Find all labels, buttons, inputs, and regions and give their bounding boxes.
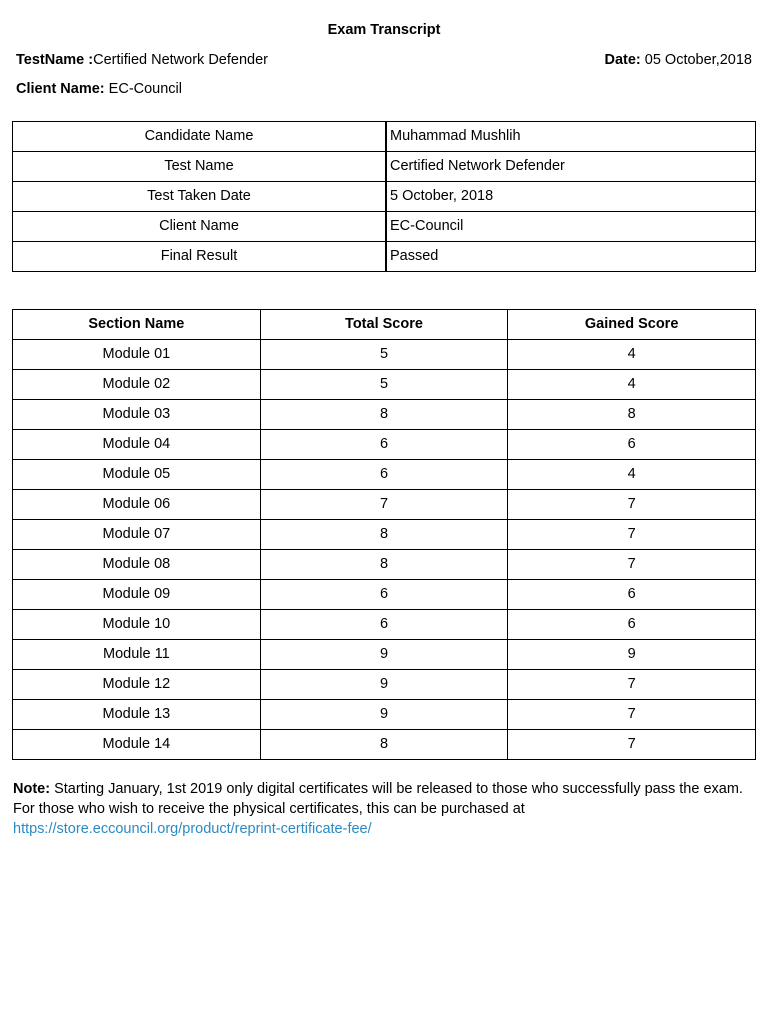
test-name-line bbox=[16, 52, 268, 68]
table-row bbox=[13, 670, 756, 700]
section-score-table bbox=[12, 309, 756, 760]
total-score-cell: 8 bbox=[260, 550, 508, 580]
reprint-certificate-link[interactable]: https://store.eccouncil.org/product/reprint-certificate-fee/ bbox=[13, 821, 372, 837]
section-name-cell: Module 11 bbox=[13, 640, 261, 670]
section-name-cell: Module 14 bbox=[13, 730, 261, 760]
client-name-label: Client Name: bbox=[16, 81, 105, 97]
note-label: Note: bbox=[13, 781, 51, 797]
info-value: Certified Network Defender bbox=[386, 152, 756, 182]
section-name-cell: Module 09 bbox=[13, 580, 261, 610]
total-score-cell: 7 bbox=[260, 490, 508, 520]
table-row bbox=[13, 400, 756, 430]
section-name-cell: Module 04 bbox=[13, 430, 261, 460]
section-name-cell: Module 10 bbox=[13, 610, 261, 640]
client-name-value: EC-Council bbox=[108, 81, 183, 97]
total-score-cell: 8 bbox=[260, 730, 508, 760]
total-score-cell: 6 bbox=[260, 430, 508, 460]
info-label: Final Result bbox=[13, 242, 387, 272]
total-score-cell: 9 bbox=[260, 700, 508, 730]
total-score-cell: 9 bbox=[260, 670, 508, 700]
total-score-header: Total Score bbox=[260, 310, 508, 340]
total-score-cell: 6 bbox=[260, 460, 508, 490]
table-row bbox=[13, 730, 756, 760]
total-score-cell: 6 bbox=[260, 580, 508, 610]
section-name-cell: Module 06 bbox=[13, 490, 261, 520]
section-name-cell: Module 13 bbox=[13, 700, 261, 730]
gained-score-cell: 7 bbox=[508, 520, 756, 550]
table-row bbox=[13, 490, 756, 520]
info-label: Test Name bbox=[13, 152, 387, 182]
section-name-cell: Module 12 bbox=[13, 670, 261, 700]
candidate-info-table bbox=[12, 121, 756, 272]
total-score-cell: 9 bbox=[260, 640, 508, 670]
info-value: 5 October, 2018 bbox=[386, 182, 756, 212]
table-row bbox=[13, 550, 756, 580]
note-text: Starting January, 1st 2019 only digital certificates will be released to those who successfully pass the exam. For those who wish to receive the physical certificates, this can be purchased at bbox=[13, 781, 743, 817]
info-value: EC-Council bbox=[386, 212, 756, 242]
table-row bbox=[13, 580, 756, 610]
info-row bbox=[13, 152, 756, 182]
page-title: Exam Transcript bbox=[327, 22, 441, 38]
gained-score-cell: 6 bbox=[508, 610, 756, 640]
test-name-value: Certified Network Defender bbox=[93, 52, 268, 68]
section-name-cell: Module 02 bbox=[13, 370, 261, 400]
gained-score-cell: 7 bbox=[508, 670, 756, 700]
info-row bbox=[13, 122, 756, 152]
section-name-cell: Module 07 bbox=[13, 520, 261, 550]
gained-score-cell: 7 bbox=[508, 700, 756, 730]
total-score-cell: 5 bbox=[260, 340, 508, 370]
gained-score-cell: 9 bbox=[508, 640, 756, 670]
section-name-cell: Module 05 bbox=[13, 460, 261, 490]
info-value: Passed bbox=[386, 242, 756, 272]
gained-score-cell: 6 bbox=[508, 580, 756, 610]
gained-score-cell: 4 bbox=[508, 370, 756, 400]
table-row bbox=[13, 640, 756, 670]
gained-score-cell: 6 bbox=[508, 430, 756, 460]
total-score-cell: 5 bbox=[260, 370, 508, 400]
gained-score-cell: 7 bbox=[508, 550, 756, 580]
gained-score-cell: 4 bbox=[508, 460, 756, 490]
total-score-cell: 8 bbox=[260, 520, 508, 550]
table-row bbox=[13, 610, 756, 640]
test-name-label: TestName : bbox=[16, 52, 94, 68]
date-label: Date: bbox=[604, 52, 641, 68]
gained-score-cell: 7 bbox=[508, 490, 756, 520]
gained-score-cell: 7 bbox=[508, 730, 756, 760]
date-value: 05 October,2018 bbox=[644, 52, 752, 68]
info-value: Muhammad Mushlih bbox=[386, 122, 756, 152]
table-row bbox=[13, 700, 756, 730]
table-row bbox=[13, 340, 756, 370]
date-line bbox=[604, 52, 752, 68]
section-name-cell: Module 03 bbox=[13, 400, 261, 430]
table-row bbox=[13, 460, 756, 490]
info-row bbox=[13, 212, 756, 242]
info-row bbox=[13, 242, 756, 272]
table-row bbox=[13, 370, 756, 400]
note-paragraph bbox=[13, 779, 758, 839]
gained-score-cell: 4 bbox=[508, 340, 756, 370]
info-label: Candidate Name bbox=[13, 122, 387, 152]
section-name-cell: Module 01 bbox=[13, 340, 261, 370]
client-name-line bbox=[16, 81, 182, 97]
gained-score-header: Gained Score bbox=[508, 310, 756, 340]
total-score-cell: 6 bbox=[260, 610, 508, 640]
total-score-cell: 8 bbox=[260, 400, 508, 430]
section-name-header: Section Name bbox=[13, 310, 261, 340]
table-row bbox=[13, 520, 756, 550]
score-table-header-row bbox=[13, 310, 756, 340]
info-label: Test Taken Date bbox=[13, 182, 387, 212]
gained-score-cell: 8 bbox=[508, 400, 756, 430]
table-row bbox=[13, 430, 756, 460]
section-name-cell: Module 08 bbox=[13, 550, 261, 580]
info-label: Client Name bbox=[13, 212, 387, 242]
info-row bbox=[13, 182, 756, 212]
